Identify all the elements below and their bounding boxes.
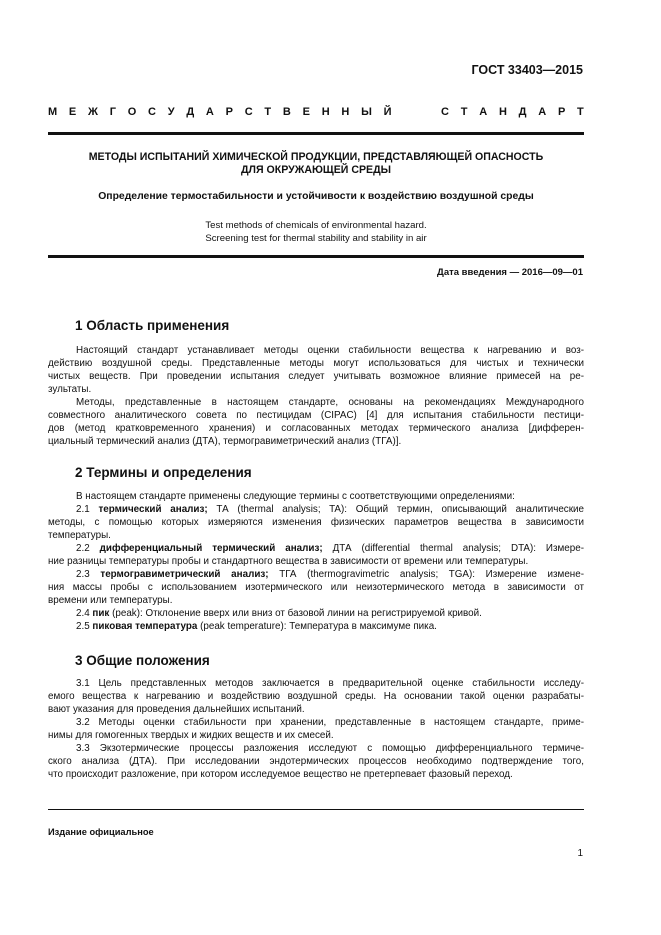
banner-letter: Т (264, 106, 272, 118)
text-line: 3.2 Методы оценки стабильности при хранении, представленные в настоящем стандарте, приме- (76, 717, 584, 728)
text-line: чистых веществ. При проведении испытания следует учитывать возможное влияние примесей на ре- (48, 371, 584, 382)
term-number: 2.4 (76, 608, 93, 619)
banner-letter: М (48, 106, 58, 118)
term-name: термический анализ; (98, 504, 208, 515)
term-text: (peak temperature): Температура в максимуме пика. (197, 621, 437, 632)
gost-number: ГОСТ 33403—2015 (471, 63, 583, 77)
text-line: Настоящий стандарт устанавливает методы оценки стабильности вещества к нагреванию и воз- (76, 345, 584, 356)
banner-letter: Т (577, 106, 584, 118)
text-line: вают указания для проведения дальнейших испытаний. (48, 704, 305, 715)
term-name: термогравиметрический анализ; (100, 569, 269, 580)
banner-letter: А (538, 106, 547, 118)
term-2-2 (48, 542, 584, 555)
text-line: 3.3 Экзотермические процессы разложения исследуют с помощью дифференциального термиче- (76, 743, 584, 754)
title-rule (48, 255, 584, 258)
text-line: 3.1 Цель представленных методов заключается в предварительной оценке стабильности исследу- (76, 678, 584, 689)
banner-letter: Н (321, 106, 330, 118)
official-edition-label: Издание официальное (48, 827, 154, 837)
title-line: ДЛЯ ОКРУЖАЮЩЕЙ СРЕДЫ (240, 164, 392, 176)
text-line: В настоящем стандарте применены следующие термины с соответствующими определениями: (76, 491, 515, 502)
english-title-line: Test methods of chemicals of environmental hazard. (205, 220, 427, 231)
banner-letter: Т (460, 106, 468, 118)
term-number: 2.5 (76, 621, 93, 632)
term-2-4 (48, 607, 584, 620)
document-subtitle: Определение термостабильности и устойчивости к воздействию воздушной среды (98, 191, 534, 202)
banner-letter: С (244, 106, 253, 118)
term-text: ТГА (thermogravimetric analysis; TGA): Измерение измене- (268, 569, 584, 580)
banner-gap (403, 106, 429, 118)
banner-letter: Д (518, 106, 527, 118)
banner-letter: В (282, 106, 291, 118)
banner-letter: Н (341, 106, 350, 118)
footer-rule (48, 809, 584, 810)
introduction-date: Дата введения — 2016—09—01 (437, 267, 583, 278)
text-line: дов (метод кратковременного хранения) и согласованных методах термического анализа [дифферен- (48, 423, 584, 434)
banner-letter: Н (498, 106, 507, 118)
banner-letter: Й (383, 106, 392, 118)
english-title (48, 219, 584, 245)
banner-letter: Ы (361, 106, 372, 118)
term-name: дифференциальный термический анализ; (99, 543, 323, 554)
text-line: циальный термический анализ (ДТА), термогравиметрический анализ (ТГА)]. (48, 436, 402, 447)
banner-letter: А (205, 106, 214, 118)
banner-letter: Р (225, 106, 233, 118)
term-name: пиковая температура (92, 621, 198, 632)
banner-letter: Д (186, 106, 195, 118)
banner-letter: Е (68, 106, 77, 118)
term-number: 2.2 (76, 543, 100, 554)
document-title (48, 151, 584, 177)
text-line: емого вещества к нагреванию и воздействию воздушной среды. На основании такой оценки разрабаты- (48, 691, 584, 702)
text-line: ние разницы температуры пробы и стандартного вещества в зависимости от времени или температуры. (48, 556, 529, 567)
title-line: МЕТОДЫ ИСПЫТАНИЙ ХИМИЧЕСКОЙ ПРОДУКЦИИ, ПРЕДСТАВЛЯЮЩЕЙ ОПАСНОСТЬ (88, 151, 544, 163)
term-2-5 (48, 620, 584, 633)
term-2-3 (48, 568, 584, 581)
text-line: времени или температуры. (48, 595, 173, 606)
term-number: 2.1 (76, 504, 99, 515)
banner-letter: С (441, 106, 449, 118)
section-2-heading: 2 Термины и определения (75, 465, 252, 480)
text-line: зультаты. (48, 384, 92, 395)
banner-letter: Ж (88, 106, 98, 118)
section-3-body (48, 677, 584, 781)
text-line: Методы, представленные в настоящем стандарте, основаны на рекомендациях Международного (76, 397, 584, 408)
banner-letter: Р (557, 106, 566, 118)
top-rule (48, 132, 584, 135)
section-2-body (48, 490, 584, 633)
text-line: нимы для гомогенных твердых и жидких веществ и их смесей. (48, 730, 334, 741)
banner-letter: О (127, 106, 137, 118)
term-name: пик (92, 608, 110, 619)
text-line: ния массы пробы с использованием изотермического или неизотермического метода в зависимости от (48, 582, 584, 593)
term-number: 2.3 (76, 569, 101, 580)
banner-letter: У (167, 106, 175, 118)
text-line: ского анализа (ДТА). При исследовании эндотермических процессов необходимо подтверждение того, (48, 756, 584, 767)
text-line: что происходит разложение, при котором исследуемое вещество не претерпевает фазовый переход. (48, 769, 513, 780)
term-text: ТА (thermal analysis; TA): Общий термин, описывающий аналитические (207, 504, 585, 515)
text-line: действию воздушной среды. Представленные методы могут использоваться для чистых и технически (48, 358, 584, 369)
section-3-heading: 3 Общие положения (75, 653, 210, 668)
text-line: температуры. (48, 530, 111, 541)
banner-letter: Е (302, 106, 310, 118)
interstate-standard-banner (48, 106, 584, 118)
banner-letter: Г (109, 106, 116, 118)
banner-letter: А (479, 106, 488, 118)
term-text: ДТА (differential thermal analysis; DTA): Измере- (322, 543, 584, 554)
text-line: совместного аналитического совета по пестицидам (CIPAC) [4] для испытания стабильности пестици- (48, 410, 584, 421)
banner-letter: С (148, 106, 156, 118)
page-number: 1 (577, 848, 583, 859)
section-1-heading: 1 Область применения (75, 318, 230, 333)
english-title-line: Screening test for thermal stability and stability in air (205, 233, 427, 244)
section-1-paragraph-1 (48, 344, 584, 396)
term-2-1 (48, 503, 584, 516)
term-text: (peak): Отклонение вверх или вниз от базовой линии на регистрируемой кривой. (109, 608, 482, 619)
text-line: методы, с помощью которых измеряются изменения физических параметров вещества в зависимости (48, 517, 584, 528)
section-1-paragraph-2 (48, 396, 584, 448)
